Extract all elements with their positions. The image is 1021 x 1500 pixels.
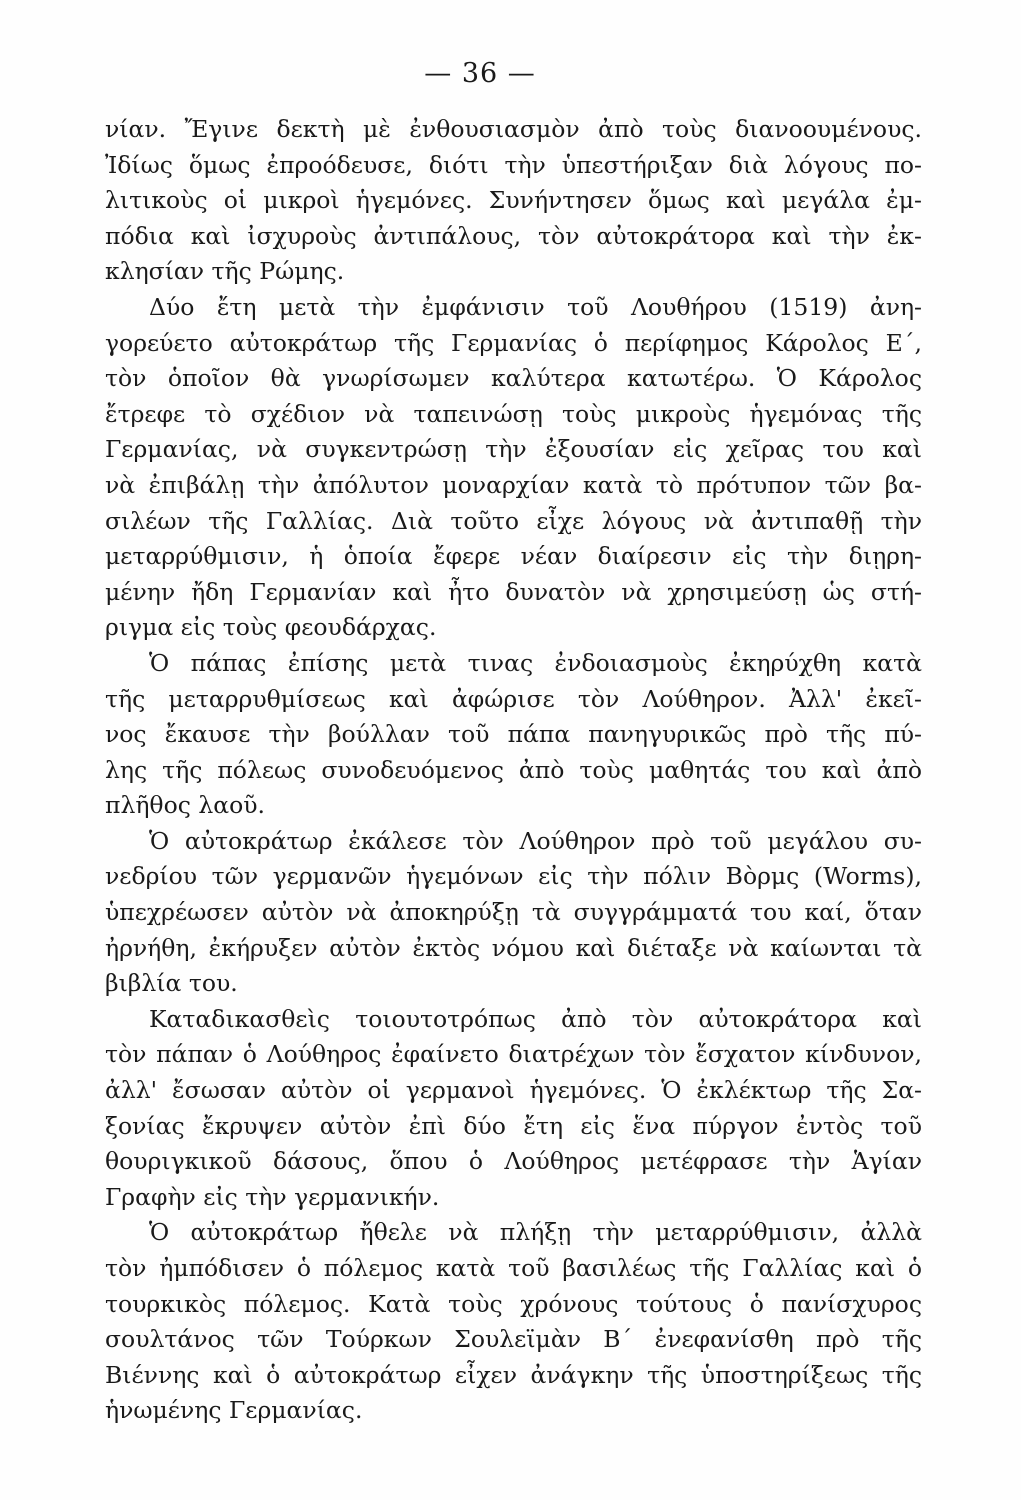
- paragraph: [105, 112, 922, 290]
- text-line: κλησίαν τῆς Ρώμης.: [105, 257, 345, 286]
- text-line: τῆς μεταρρυθμίσεως καὶ ἀφώρισε τὸν Λούθηρον. Ἀλλ' ἐκεῖ-: [105, 684, 922, 713]
- text-line: τουρκικὸς πόλεμος. Κατὰ τοὺς χρόνους τούτους ὁ πανίσχυρος: [105, 1289, 922, 1318]
- paragraph: [105, 1002, 922, 1216]
- text-line: Γραφὴν εἰς τὴν γερμανικήν.: [105, 1182, 440, 1211]
- text-line: ἀλλ' ἔσωσαν αὐτὸν οἱ γερμανοὶ ἡγεμόνες. Ὁ ἐκλέκτωρ τῆς Σα-: [105, 1076, 922, 1105]
- text-line: Ἰδίως ὅμως ἐπροόδευσε, διότι τὴν ὑπεστήριξαν διὰ λόγους πο-: [105, 150, 922, 179]
- text-line: τὸν ἠμπόδισεν ὁ πόλεμος κατὰ τοῦ βασιλέως τῆς Γαλλίας καὶ ὁ: [105, 1254, 922, 1282]
- text-line: ριγμα εἰς τοὺς φεουδάρχας.: [105, 613, 437, 642]
- text-line: πλῆθος λαοῦ.: [105, 791, 266, 820]
- text-line: τὸν πάπαν ὁ Λούθηρος ἐφαίνετο διατρέχων τὸν ἔσχατον κίνδυνον,: [105, 1040, 922, 1069]
- text-line: νεδρίου τῶν γερμανῶν ἡγεμόνων εἰς τὴν πόλιν Βὸρμς (Worms),: [105, 862, 922, 891]
- paragraph: [105, 290, 922, 646]
- text-line: Γερμανίας, νὰ συγκεντρώσῃ τὴν ἐξουσίαν εἰς χεῖρας του καὶ: [105, 435, 922, 464]
- text-line: πόδια καὶ ἰσχυροὺς ἀντιπάλους, τὸν αὐτοκράτορα καὶ τὴν ἐκ-: [105, 221, 922, 250]
- paragraph: [105, 1215, 922, 1429]
- text-line: θουριγκικοῦ δάσους, ὅπου ὁ Λούθηρος μετέφρασε τὴν Ἁγίαν: [105, 1147, 922, 1176]
- text-line: λης τῆς πόλεως συνοδευόμενος ἀπὸ τοὺς μαθητάς του καὶ ἀπὸ: [105, 755, 922, 784]
- text-line: Καταδικασθεὶς τοιουτοτρόπως ἀπὸ τὸν αὐτοκράτορα καὶ: [149, 1004, 922, 1033]
- text-line: ἠρνήθη, ἐκήρυξεν αὐτὸν ἐκτὸς νόμου καὶ διέταξε νὰ καίωνται τὰ: [105, 933, 922, 962]
- text-line: Ὁ αὐτοκράτωρ ἤθελε νὰ πλήξῃ τὴν μεταρρύθμισιν, ἀλλὰ: [149, 1218, 922, 1247]
- paragraph: [105, 824, 922, 1002]
- text-line: ἡνωμένης Γερμανίας.: [105, 1396, 363, 1425]
- text-line: βιβλία του.: [105, 969, 238, 998]
- text-line: Δύο ἔτη μετὰ τὴν ἐμφάνισιν τοῦ Λουθήρου (1519) ἀνη-: [149, 292, 922, 321]
- paragraph: [105, 646, 922, 824]
- text-line: Βιέννης καὶ ὁ αὐτοκράτωρ εἶχεν ἀνάγκην τῆς ὑποστηρίξεως τῆς: [105, 1360, 922, 1389]
- text-line: νίαν. Ἔγινε δεκτὴ μὲ ἐνθουσιασμὸν ἀπὸ τοὺς διανοουμένους.: [105, 115, 922, 143]
- text-line: ἔτρεφε τὸ σχέδιον νὰ ταπεινώσῃ τοὺς μικροὺς ἡγεμόνας τῆς: [105, 399, 922, 428]
- text-line: Ὁ αὐτοκράτωρ ἐκάλεσε τὸν Λούθηρον πρὸ τοῦ μεγάλου συ-: [149, 826, 922, 855]
- body-text: [105, 112, 922, 1429]
- text-line: γορεύετο αὐτοκράτωρ τῆς Γερμανίας ὁ περίφημος Κάρολος Ε΄,: [105, 328, 922, 357]
- text-line: νος ἔκαυσε τὴν βούλλαν τοῦ πάπα πανηγυρικῶς πρὸ τῆς πύ-: [105, 720, 922, 749]
- text-line: μεταρρύθμισιν, ἡ ὁποία ἔφερε νέαν διαίρεσιν εἰς τὴν διῃρη-: [105, 542, 922, 571]
- text-line: σιλέων τῆς Γαλλίας. Διὰ τοῦτο εἶχε λόγους νὰ ἀντιπαθῇ τὴν: [105, 506, 922, 535]
- text-line: λιτικοὺς οἱ μικροὶ ἡγεμόνες. Συνήντησεν ὅμως καὶ μεγάλα ἐμ-: [105, 186, 922, 215]
- text-line: Ὁ πάπας ἐπίσης μετὰ τινας ἐνδοιασμοὺς ἐκηρύχθη κατὰ: [149, 648, 922, 677]
- text-line: ξονίας ἔκρυψεν αὐτὸν ἐπὶ δύο ἔτη εἰς ἕνα πύργον ἐντὸς τοῦ: [105, 1111, 922, 1140]
- text-line: μένην ἤδη Γερμανίαν καὶ ἦτο δυνατὸν νὰ χρησιμεύσῃ ὡς στή-: [105, 577, 922, 606]
- text-line: νὰ ἐπιβάλῃ τὴν ἀπόλυτον μοναρχίαν κατὰ τὸ πρότυπον τῶν βα-: [105, 470, 922, 499]
- text-line: σουλτάνος τῶν Τούρκων Σουλεϊμὰν Β΄ ἐνεφανίσθη πρὸ τῆς: [105, 1325, 922, 1354]
- text-line: τὸν ὁποῖον θὰ γνωρίσωμεν καλύτερα κατωτέρω. Ὁ Κάρολος: [105, 364, 922, 393]
- text-line: ὑπεχρέωσεν αὐτὸν νὰ ἀποκηρύξῃ τὰ συγγράμματά του καί, ὅταν: [105, 898, 922, 927]
- page-number: — 36 —: [424, 58, 536, 89]
